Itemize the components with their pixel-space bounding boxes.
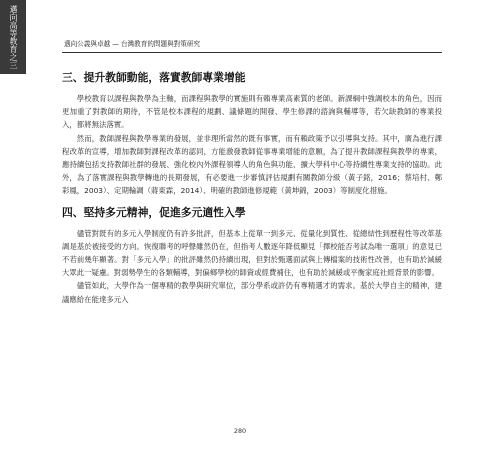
body-paragraph: 學校教育以課程與教學為主軸，而課程與教學的實施則有賴專業高素質的老師。新課綱中強調校本的角色，因而更加重了對教師的期待，不管是校本課程的規劃、議條題的開發、學生修課的諮詢與輔導等，若欠缺教師的專業投入，都將無法落實。 <box>62 94 442 130</box>
spacer <box>62 198 442 206</box>
running-header: 邁向公義與卓越 — 台灣教育的問題與對策研究 <box>64 40 201 48</box>
spacer <box>62 220 442 227</box>
spacer <box>62 85 442 92</box>
page-body <box>62 71 442 306</box>
chapter-side-tab-label: 邁向高等教育之三 <box>9 5 18 69</box>
body-paragraph: 儘管如此，大學作為一個專精的教學與研究單位，部分學系或許仍有專精選才的需求。基於大學自主的精神，建議應給在能達多元入 <box>62 281 442 304</box>
body-paragraph: 儘管對既有的多元入學制度仍有許多批評，但基本上從單一到多元、從量化到質性、從總結性到歷程性等改革基調是基於被接受的方向。恢復聯考的呼聲雖然仍在，但指考人數逐年降低顯見「擇校能否考試為唯一選項」的意見已不若前幾年顯著。對「多元入學」的批評雖然仍持續出現，但對於甄選面試與上傳檔案的技術性改善，也有助於減緩大眾此一疑慮。對弱勢學生的各類輔導，對偏鄉學校的師資或經費補住，也有助於減緩或平衡家庭社經背景的影響。 <box>62 228 442 278</box>
section-heading-four: 四、堅持多元精神，促進多元適性入學 <box>62 205 246 219</box>
body-paragraph: 然而，教師課程與教學專業的發展，並非理所當然的既有事實，而有賴政策予以引導與支持。其中，廣為進行課程改革的宣導，增加教師對課程改革的認同，方能激發教師從事專業增能的意願，為了提升教師課程與教學的專業，應持續包括支持教師社群的發展、強化校內外課程領導人的角色與功能、擴大學科中心等持續性專業支持的協助。此外，為了落實課程與教學轉進的長期發展，有必要進一步審慎評估規劃有關教師分級（黃子銘，2016；蔡培村、鄭彩鳳，2003）、定期輪調（蔣東霖，2014）、明確的教師進修規範（黃坤錦，2003）等制度化措施。 <box>62 133 442 196</box>
header-rule <box>62 52 442 53</box>
chapter-side-tab <box>0 0 26 74</box>
section-heading-three: 三、提升教師動能，落實教師專業增能 <box>62 71 246 84</box>
page-number: 280 <box>233 427 247 435</box>
